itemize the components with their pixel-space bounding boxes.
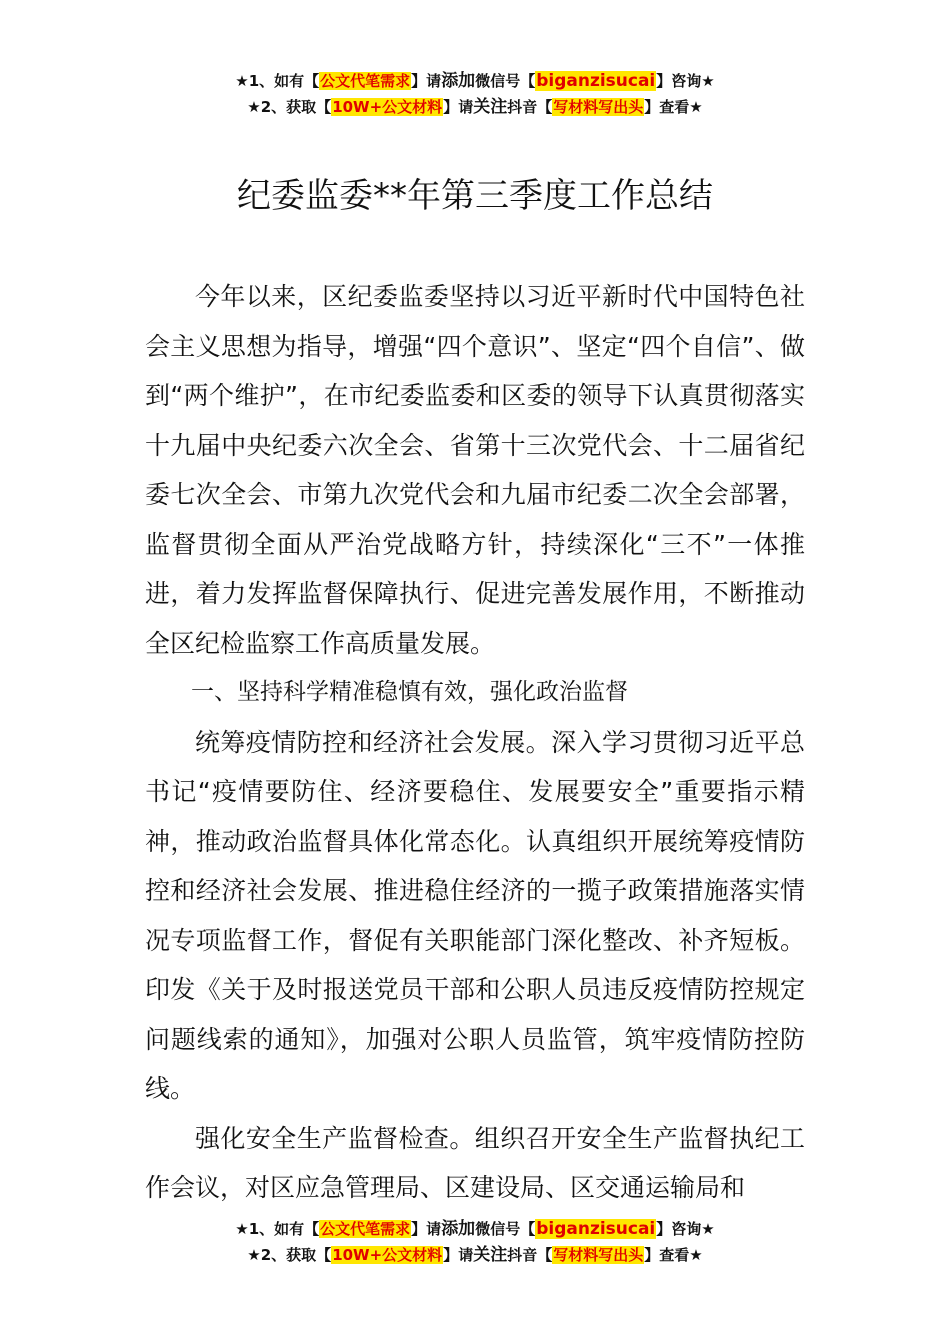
bottom-banner [0, 1216, 950, 1268]
banner-text: 】咨询★ [656, 72, 715, 90]
body-paragraph: 今年以来，区纪委监委坚持以习近平新时代中国特色社会主义思想为指导，增强“四个意识”、坚定“四个自信”、做到“两个维护”，在市纪委监委和区委的领导下认真贯彻落实十九届中央纪委六次全会、省第十三次党代会、十二届省纪委七次全会、市第九次党代会和九届市纪委二次全会部署，监督贯彻全面从严治党战略方针，持续深化“三不”一体推进，着力发挥监督保障执行、促进完善发展作用，不断推动全区纪检监察工作高质量发展。 [145, 282, 805, 658]
highlight-badge: 10W+公文材料 [332, 1246, 443, 1264]
wechat-id-badge: biganzisucai [536, 1219, 656, 1239]
banner-text: 抖音【 [507, 98, 553, 116]
banner-line-2 [0, 94, 950, 120]
douyin-id-badge: 写材料写出头 [553, 1246, 644, 1264]
banner-text: 微信号【 [475, 1220, 536, 1238]
banner-line-1 [0, 68, 950, 94]
banner-text: 】请 [411, 72, 442, 90]
document-title: 纪委监委**年第三季度工作总结 [237, 176, 713, 216]
top-banner [0, 68, 950, 120]
highlight-badge: 公文代笔需求 [320, 1220, 411, 1238]
banner-text: ★2、获取【 [247, 1246, 332, 1264]
banner-line-2 [0, 1242, 950, 1268]
highlight-badge: 10W+公文材料 [332, 98, 443, 116]
banner-text: 】请 [443, 98, 474, 116]
banner-text: 】请 [411, 1220, 442, 1238]
banner-emphasis: 关注 [473, 1245, 508, 1265]
douyin-id-badge: 写材料写出头 [553, 98, 644, 116]
document-body [145, 272, 805, 1212]
body-paragraph: 强化安全生产监督检查。组织召开安全生产监督执纪工作会议，对区应急管理局、区建设局、区交通运输局和 [145, 1123, 805, 1202]
body-paragraph: 统筹疫情防控和经济社会发展。深入学习贯彻习近平总书记“疫情要防住、经济要稳住、发展要安全”重要指示精神，推动政治监督具体化常态化。认真组织开展统筹疫情防控和经济社会发展、推进稳住经济的一揽子政策措施落实情况专项监督工作，督促有关职能部门深化整改、补齐短板。印发《关于及时报送党员干部和公职人员违反疫情防控规定问题线索的通知》，加强对公职人员监管，筑牢疫情防控防线。 [145, 727, 805, 1103]
banner-text: 】咨询★ [656, 1220, 715, 1238]
section-heading: 一、坚持科学精准稳慎有效，强化政治监督 [191, 679, 628, 705]
banner-emphasis: 添加 [441, 1219, 476, 1239]
banner-emphasis: 添加 [441, 71, 476, 91]
banner-emphasis: 关注 [473, 97, 508, 117]
banner-text: 】查看★ [644, 98, 703, 116]
banner-text: ★1、如有【 [235, 1220, 320, 1238]
banner-line-1 [0, 1216, 950, 1242]
banner-text: ★2、获取【 [247, 98, 332, 116]
banner-text: 抖音【 [507, 1246, 553, 1264]
banner-text: 微信号【 [475, 72, 536, 90]
banner-text: 】请 [443, 1246, 474, 1264]
highlight-badge: 公文代笔需求 [320, 72, 411, 90]
banner-text: ★1、如有【 [235, 72, 320, 90]
wechat-id-badge: biganzisucai [536, 71, 656, 91]
banner-text: 】查看★ [644, 1246, 703, 1264]
